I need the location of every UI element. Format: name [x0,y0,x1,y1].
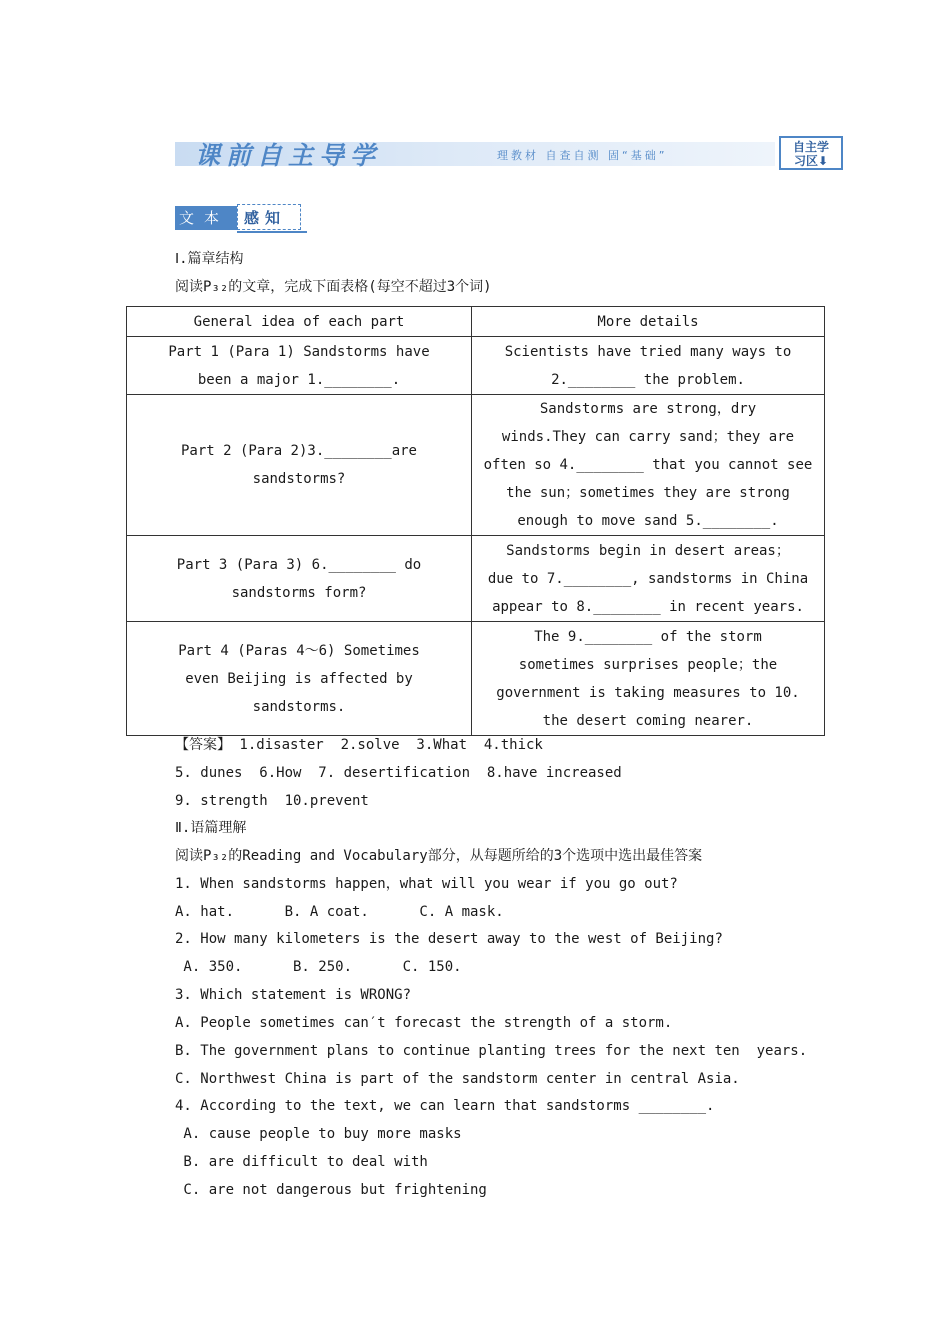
part2-heading: Ⅱ.语篇理解 [175,820,247,836]
question-options: A. hat. B. A coat. C. A mask. [175,904,504,920]
question-option: C. are not dangerous but frightening [175,1182,487,1198]
part2-instruction: 阅读P₃₂的Reading and Vocabulary部分，从每题所给的3个选项中选出最佳答案 [175,848,703,864]
question-option: B. The government plans to continue planting trees for the next ten years. [175,1043,808,1059]
cell-line: The 9.________ of the storm [534,628,762,645]
cell-line: Sandstorms begin in desert areas； [506,542,790,559]
banner-badge [779,136,843,170]
question-option: A. People sometimes can′t forecast the strength of a storm. [175,1015,673,1031]
table-cell-left [127,395,472,536]
table-row [127,395,825,536]
table-cell-right [472,395,825,536]
cell-line: Part 3 (Para 3) 6.________ do [176,556,422,573]
banner-badge-line1: 自主学 [792,140,829,154]
cell-line: Scientists have tried many ways to [504,343,792,360]
cell-line: the sun；sometimes they are strong [506,485,790,501]
table-header-left: General idea of each part [127,307,472,337]
table-header-row [127,307,825,337]
table-cell-left [127,337,472,395]
table-cell-left [127,536,472,622]
cell-line: sandstorms? [252,471,346,487]
answers-line-2: 5. dunes 6.How 7. desertification 8.have increased [175,765,622,781]
section-tag-underline [237,231,307,233]
table-cell-left [127,622,472,736]
question-option: A. cause people to buy more masks [175,1126,462,1142]
cell-line: Part 1 (Para 1) Sandstorms have [168,343,430,360]
question-stem: 4. According to the text, we can learn that sandstorms ________. [175,1098,715,1114]
section-tag-label-a: 文本 [175,206,237,230]
part1-heading: Ⅰ.篇章结构 [175,251,244,267]
table-cell-right [472,622,825,736]
answers-text-1: 1.disaster 2.solve 3.What 4.thick [231,737,543,753]
table-cell-right [472,536,825,622]
cell-line: sandstorms. [252,698,346,715]
table-cell-right [472,337,825,395]
banner-title: 课前自主导学 [195,141,382,170]
question-stem: 1. When sandstorms happen，what will you wear if you go out? [175,876,678,892]
cell-line: been a major 1.________. [197,371,401,388]
structure-table [126,306,825,736]
cell-line: due to 7.________, sandstorms in China [487,570,809,587]
cell-line: the desert coming nearer. [542,712,754,729]
answers-line-3: 9. strength 10.prevent [175,793,369,809]
cell-line: enough to move sand 5.________. [517,513,779,529]
cell-line: appear to 8.________ in recent years. [492,598,804,615]
question-option: B. are difficult to deal with [175,1154,428,1170]
cell-line: Part 4 (Paras 4～6) Sometimes [178,642,420,659]
section-tag-label-b: 感知 [237,204,301,230]
question-option: C. Northwest China is part of the sandstorm center in central Asia. [175,1071,740,1087]
question-stem: 2. How many kilometers is the desert away to the west of Beijing? [175,931,723,947]
cell-line: even Beijing is affected by [185,670,413,687]
banner-badge-line2: 习区⬇ [793,154,829,168]
answers-line-1 [175,736,543,754]
cell-line: 2.________ the problem. [551,371,745,388]
cell-line: often so 4.________ that you cannot see [483,457,813,473]
cell-line: Sandstorms are strong，dry [539,401,757,417]
section-tag [175,204,310,234]
cell-line: sometimes surprises people；the [518,656,778,673]
section-banner [175,136,845,172]
table-header-right: More details [472,307,825,337]
table-row [127,622,825,736]
answers-label: 【答案】 [175,737,231,753]
question-options: A. 350. B. 250. C. 150. [175,959,462,975]
table-row [127,337,825,395]
question-stem: 3. Which statement is WRONG? [175,987,412,1003]
table-row [127,536,825,622]
part1-instruction: 阅读P₃₂的文章，完成下面表格(每空不超过3个词) [175,279,492,295]
cell-line: Part 2 (Para 2)3.________are [180,443,417,459]
banner-subtitle: 理教材 自查自测 固“基础” [497,149,668,162]
cell-line: sandstorms form? [231,584,367,601]
cell-line: government is taking measures to 10. [496,684,800,701]
cell-line: winds.They can carry sand；they are [501,429,795,445]
